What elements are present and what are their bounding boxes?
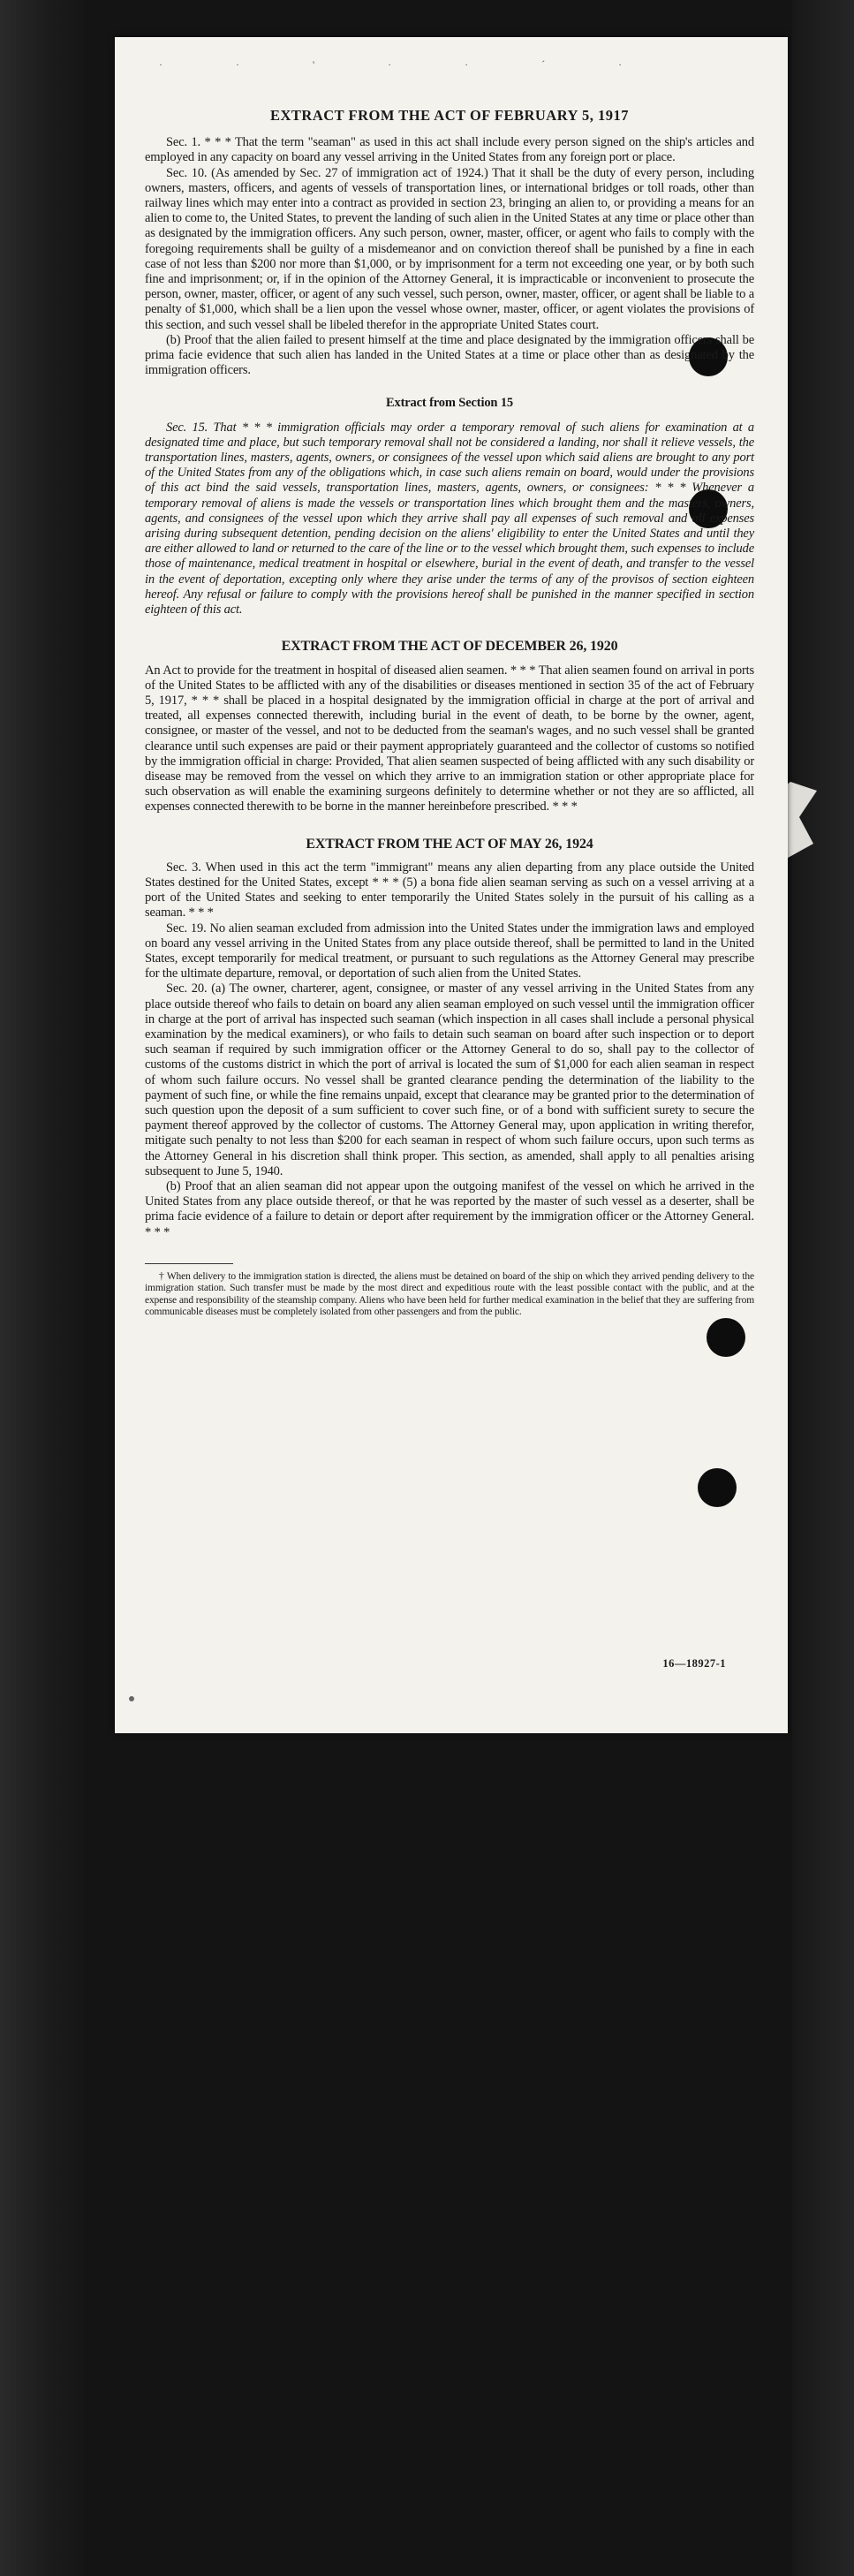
section-heading-1917: EXTRACT FROM THE ACT OF FEBRUARY 5, 1917 [270, 107, 629, 124]
sec-19-paragraph: Sec. 19. No alien seaman excluded from admission into the United States under the immigration laws and employed on board any vessel arriving in the United States from any place outside thereof, shall be permitted to land in the United States, except temporarily for medical treatment, or pursuant to such regulations as the Attorney General may prescribe for the ultimate departure, removal, or deportation of such alien from the United States. [145, 921, 754, 981]
sec-20b-paragraph: (b) Proof that an alien seaman did not appear upon the outgoing manifest of the vessel on which he arrived in the United States from any place outside thereof, or that he was reported by the master of such vessel as a deserter, shall be prima facie evidence of a failure to detain or deport after requirement by the immigration officer or the Attorney General. * * * [145, 1179, 754, 1239]
sec-1-paragraph: Sec. 1. * * * That the term "seaman" as used in this act shall include every person signed on the ship's articles and employed in any capacity on board any vessel arriving in the United States from any foreign port or place. [145, 135, 754, 165]
section-heading-sec15: Extract from Section 15 [385, 396, 514, 411]
section-heading-1924: EXTRACT FROM THE ACT OF MAY 26, 1924 [306, 836, 593, 852]
act-1920-paragraph: An Act to provide for the treatment in hospital of diseased alien seamen. * * * That alien seamen found on arrival in ports of the United States to be afflicted with any of the disabilities or diseases mentioned in section 35 of the act of February 5, 1917, * * * shall be placed in a hospital designated by the immigration official in charge at the port of arrival and treated, all expenses connected therewith, including burial in the event of death, to be borne by the owner, agent, consignee, or master of the vessel, and not to be deducted from the seaman's wages, and no such vessel shall be granted clearance until such expenses are paid or their payment appropriately guaranteed and the collector of customs so notified by the immigration official in charge: Provided, That alien seamen suspected of being afflicted with any such disability or disease may be removed from the vessel on which they arrive to an immigration station or other appropriate place for such observation as will enable the examining surgeons definitely to determine whether or not they are so afflicted, all expenses connected therewith to be borne in the manner hereinbefore prescribed. * * * [145, 663, 754, 814]
punch-hole [698, 1468, 737, 1507]
film-edge-left [0, 0, 84, 2576]
sec-10-paragraph: Sec. 10. (As amended by Sec. 27 of immigration act of 1924.) That it shall be the duty of every person, including owners, masters, officers, and agents of vessels of transportation lines, or international bridges or toll roads, other than railway lines which may enter into a contract as provided in section 23, bringing an alien to, or providing a means for an alien to come to, the United States, to prevent the landing of such alien in the United States at any time or place other than as designated by the immigration officers. Any such person, owner, master, officer, or agent who fails to comply with the foregoing requirements shall be guilty of a misdemeanor and on conviction thereof shall be punished by a fine in each case of not less than $200 nor more than $1,000, or by imprisonment for a term not exceeding one year, or by both such fine and imprisonment; or, if in the opinion of the Attorney General, it is impracticable or inconvenient to prosecute the person, owner, master, officer, or agent of any such vessel, such person, owner, master, officer, or agent shall be liable to a penalty of $1,000, which shall be a lien upon the vessel whose owner, master, officer, or agent violates the provisions of this section, and such vessel shall be libeled therefor in the appropriate United States court. [145, 165, 754, 332]
film-edge-right [792, 0, 854, 2576]
footnote-divider [145, 1263, 233, 1264]
sec-15-paragraph: Sec. 15. That * * * immigration officials may order a temporary removal of such aliens for examination at a designated time and place, but such temporary removal shall not be considered a landing, nor shall it relieve vessels, the transportation lines, masters, agents, owners, or consignees of the vessel upon which said aliens are brought to any port of the United States from any of the obligations which, in case such aliens remain on board, would under the provisions of this act bind the said vessels, transportation lines, masters, agents, owners, or consignees: * * * Whenever a temporary removal of aliens is made the vessels or transportation lines which brought them and the masters, owners, agents, and consignees of the vessel upon which they arrive shall pay all expenses of such removal and all expenses arising during subsequent detention, pending decision on the aliens' eligibility to enter the United States and until they are either allowed to land or returned to the care of the line or to the vessel which brought them, such expenses to include those of maintenance, medical treatment in hospital or elsewhere, burial in the event of death, and transfer to the vessel in the event of deportation, excepting only where they arise under the terms of any of the provisos of section eighteen hereof. Any refusal or failure to comply with the provisions hereof shall be punished in the manner specified in section eighteen of this act. [145, 420, 754, 617]
sec-10b-paragraph: (b) Proof that the alien failed to present himself at the time and place designated by the immigration officers shall be prima facie evidence that such alien has landed in the United States at a time or place other than as designated by the immigration officers. [145, 332, 754, 378]
section-heading-1920: EXTRACT FROM THE ACT OF DECEMBER 26, 1920 [281, 639, 618, 655]
document-page [115, 37, 788, 1733]
scan-marks: · · ' · · ´ · [159, 58, 658, 71]
punch-hole [707, 1318, 745, 1357]
scan-speck [129, 1696, 134, 1701]
sec-3-paragraph: Sec. 3. When used in this act the term "immigrant" means any alien departing from any place outside the United States destined for the United States, except * * * (5) a bona fide alien seaman serving as such on a vessel arriving at a port of the United States and seeking to enter temporarily the United States solely in the pursuit of his calling as a seaman. * * * [145, 860, 754, 921]
sec-20a-paragraph: Sec. 20. (a) The owner, charterer, agent, consignee, or master of any vessel arriving in the United States from any place outside thereof who fails to detain on board any alien seaman employed on such vessel until the immigration officer in charge at the port of arrival has inspected such seaman (which inspection in all cases shall include a personal physical examination by the medical examiners), or who fails to detain such seaman on board after such inspection or to deport such seaman if required by such immigration officer or the Attorney General to do so, shall pay to the collector of customs of the customs district in which the port of arrival is located the sum of $1,000 for each alien seaman in respect of whom such failure occurs. No vessel shall be granted clearance pending the determination of the liability to the payment of such fine, or while the fine remains unpaid, except that clearance may be granted prior to the determination of such question upon the deposit of a sum sufficient to cover such fine, or of a bond with sufficient surety to secure the payment thereof approved by the collector of customs. The Attorney General may, upon application in writing therefor, mitigate such penalty to not less than $200 for each seaman in respect of whom such failure occurs, upon such terms as the Attorney General in his discretion shall think proper. This section, as amended, shall apply to all penalties arising subsequent to June 5, 1940. [145, 981, 754, 1178]
document-body [145, 108, 754, 1319]
footnote: † When delivery to the immigration station is directed, the aliens must be detained on board of the ship on which they arrived pending delivery to the immigration station. Such transfer must be made by the most direct and expeditious route with the least possible contact with the public, and at the expense and responsibility of the steamship company. Aliens who have been held for further medical examination in the belief that they are suffering from communicable diseases must be completely isolated from other passengers and from the public. [145, 1270, 754, 1318]
form-number: 16—18927-1 [662, 1657, 726, 1670]
